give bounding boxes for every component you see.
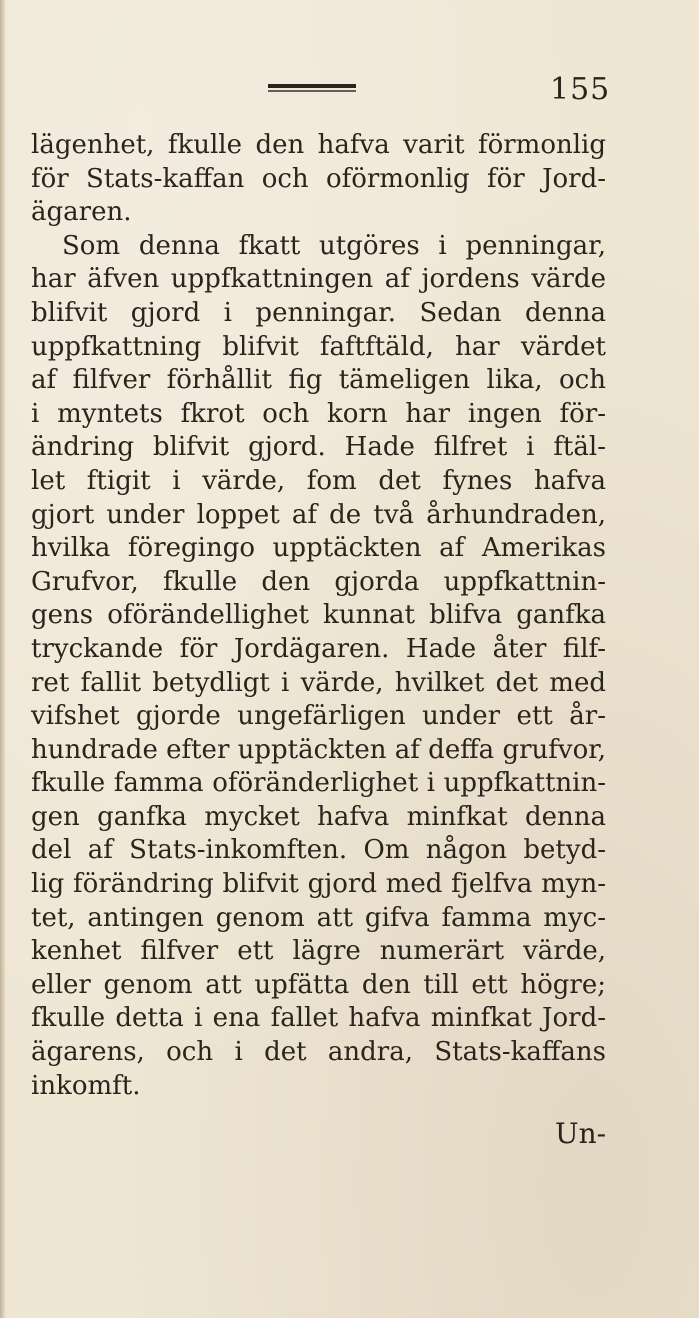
header-rule-bar [268,84,356,88]
text-line: ändring blifvit gjord. Hade filfret i ftäl- [31,432,606,463]
text-line: vifshet gjorde ungefärligen under ett år- [31,701,606,732]
text-line: let ftigit i värde, fom det fynes hafva [31,465,606,496]
text-line: tryckande för Jordägaren. Hade åter filf- [31,633,606,664]
text-line: ägarens, och i det andra, Stats-kaffans [31,1037,606,1068]
text-line: tet, antingen genom att gifva famma myc- [31,902,606,933]
text-line: kenhet filfver ett lägre numerärt värde, [31,936,606,967]
text-line: uppfkattning blifvit faftftäld, har värdet [31,331,606,362]
body-text [31,129,606,1103]
text-line: fkulle famma oföränderlighet i uppfkattnin- [31,768,606,799]
catchword: Un- [555,1117,607,1150]
text-line: i myntets fkrot och korn har ingen för- [31,398,606,429]
text-line: gens oförändellighet kunnat blifva ganfka [31,600,606,631]
header-rule-bar [268,90,356,92]
text-line: fkulle detta i ena fallet hafva minfkat Jord- [31,1003,606,1034]
page-left-edge [0,0,6,1318]
text-line: gjort under loppet af de två århundraden, [31,499,606,530]
text-line: Som denna fkatt utgöres i penningar, [62,230,606,261]
text-line: hvilka föregingo upptäckten af Amerikas [31,533,606,564]
text-line: inkomft. [31,1070,141,1101]
page-number: 155 [550,72,611,107]
text-line: af filfver förhållit fig tämeligen lika, och [31,365,606,396]
text-line: ägaren. [31,197,132,228]
text-line: har äfven uppfkattningen af jordens värde [31,264,606,295]
text-line: lig förändring blifvit gjord med fjelfva myn- [31,869,606,900]
text-line: del af Stats-inkomften. Om någon betyd- [31,835,606,866]
text-line: för Stats-kaffan och oförmonlig för Jord- [31,163,606,194]
text-line: blifvit gjord i penningar. Sedan denna [31,297,606,328]
text-line: eller genom att upfätta den till ett högre; [31,969,606,1000]
text-line: lägenhet, fkulle den hafva varit förmonlig [31,130,606,160]
text-line: gen ganfka mycket hafva minfkat denna [31,801,606,832]
text-line: Grufvor, fkulle den gjorda uppfkattnin- [31,566,606,597]
text-line: hundrade efter upptäckten af deffa grufvor, [31,734,607,765]
text-line: ret fallit betydligt i värde, hvilket det med [31,667,606,698]
header-ornament-rule [268,84,356,94]
